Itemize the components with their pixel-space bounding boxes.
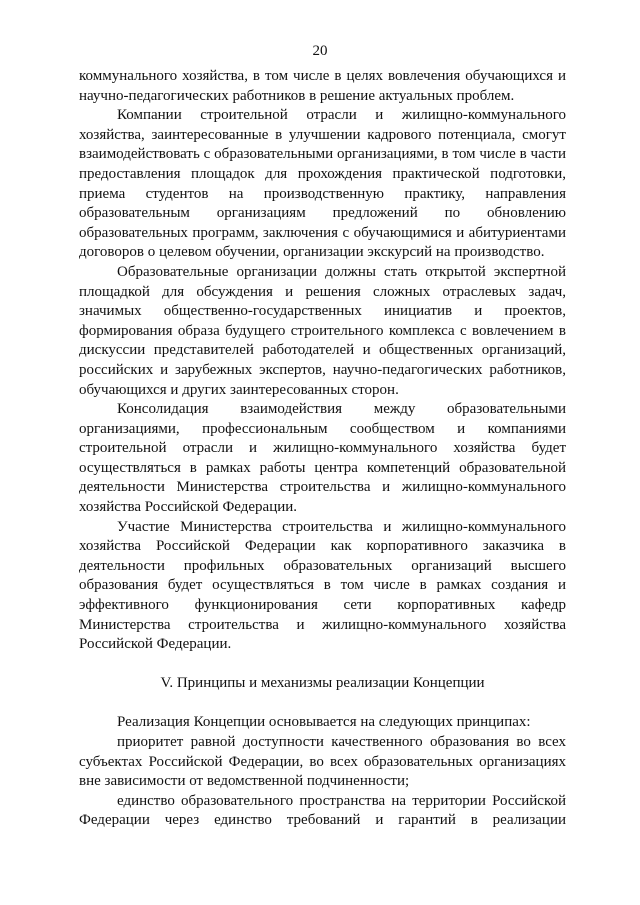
paragraph-continuation: коммунального хозяйства, в том числе в целях вовлечения обучающихся и научно-педагогических работников в решение актуальных проблем.: [79, 68, 566, 104]
document-body: [79, 67, 566, 831]
paragraph-ministry-participation: Участие Министерства строительства и жилищно-коммунального хозяйства Российской Федерации как корпоративного заказчика в деятельности профильных образовательных организаций высшего образования будет осуществляться в том числе в рамках создания и эффективного функционирования сети корпоративных кафедр Министерства строительства и жилищно-коммунального хозяйства Российской Федерации.: [79, 518, 566, 653]
section-heading: V. Принципы и механизмы реализации Концепции: [160, 674, 485, 691]
paragraph-principle-equal-access: приоритет равной доступности качественного образования во всех субъектах Российской Федерации, во всех образовательных организациях вне зависимости от ведомственной подчиненности;: [79, 734, 566, 790]
paragraph-companies: Компании строительной отрасли и жилищно-коммунального хозяйства, заинтересованные в улучшении кадрового потенциала, смогут взаимодействовать с образовательными организациями, в том числе в части предоставления площадок для прохождения практической подготовки, приема студентов на производственную практику, направления образовательным организациям предложений по обновлению образовательных программ, заключения с обучающимися и абитуриентами договоров о целевом обучении, организации экскурсий на производство.: [79, 107, 566, 261]
paragraph-expert-platform: Образовательные организации должны стать открытой экспертной площадкой для обсуждения и решения сложных отраслевых задач, значимых общественно-государственных инициатив и проектов, формирования образа будущего строительного комплекса с вовлечением в дискуссии представителей работодателей и общественных организаций, российских и зарубежных экспертов, научно-педагогических работников, обучающихся и других заинтересованных сторон.: [79, 263, 566, 398]
paragraph-principle-unity: единство образовательного пространства на территории Российской Федерации через единство требований и гарантий в реализации: [79, 792, 566, 829]
page-number: 20: [312, 43, 328, 59]
paragraph-principles-intro: Реализация Концепции основывается на следующих принципах:: [117, 714, 531, 731]
paragraph-consolidation: Консолидация взаимодействия между образовательными организациями, профессиональным сообществом и компаниями строительной отрасли и жилищно-коммунального хозяйства будет осуществляться в рамках работы центра компетенций образовательной деятельности Министерства строительства и жилищно-коммунального хозяйства Российской Федерации.: [79, 401, 566, 516]
